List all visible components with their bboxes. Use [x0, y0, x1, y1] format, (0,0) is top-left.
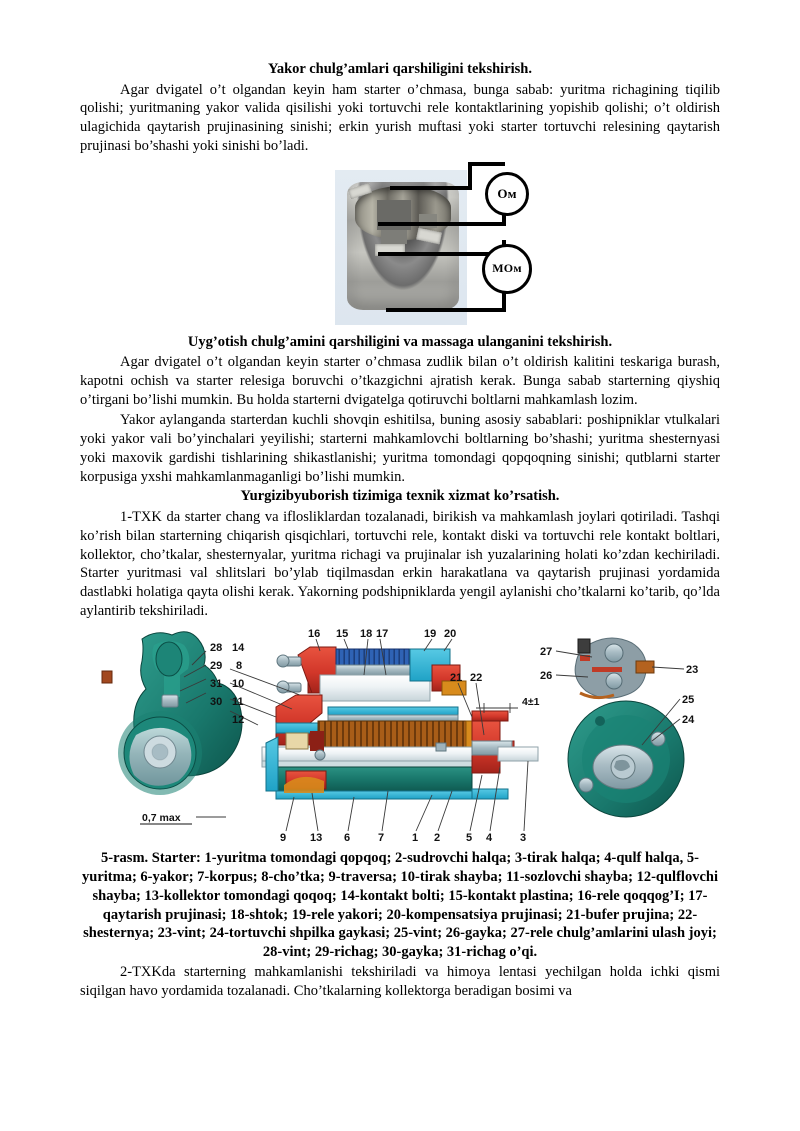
paragraph-txk2: 2-TXKda starterning mahkamlanishi tekshiriladi va himoya lentasi yechilgan holda ichki qismi siqilgan havo yordamida tozalanadi. Cho’tkalarning kollektorga beradigan bosimi va	[80, 964, 720, 999]
callout-31: 31	[210, 677, 223, 690]
paragraph-starter-noise-causes: Yakor aylanganda starterdan kuchli shovqin eshitilsa, buning asosiy sabablari: poshipniklar vtulkalari yoki yakor vali bo’yinchalari yeyilishi; starterni mahkamlovchi boltlarning bo’shashi; yuritma shesternyasi yoki maxovik gardishi tishlarining shikastlanishi; yuritma tomondagi qopqoqning sinishi; qutblarni starter korpusiga yxshi mahkamlanmaganligi bo’lishi mumkin.	[80, 412, 720, 485]
callout-16: 16	[308, 627, 321, 640]
starter-longitudinal-section	[262, 647, 538, 799]
heading-starting-system-service: Yurgizibyuborish tizimiga texnik xizmat ko’rsatish.	[240, 488, 560, 505]
callout-26: 26	[540, 669, 553, 682]
test-circuit-wiring	[330, 162, 580, 327]
callout-30: 30	[210, 695, 223, 708]
callout-14: 14	[232, 641, 245, 654]
callout-11: 11	[232, 695, 244, 708]
callout-12: 12	[232, 713, 245, 726]
heading-field-winding-resistance: Uyg’otish chulg’amini qarshiligini va massaga ulanganini tekshirish.	[187, 333, 613, 350]
paragraph-field-winding-resistance: Agar dvigatel o’t olgandan keyin starter o’chmasa zudlik bilan o’t oldirish kalitini teskariga burash, kapotni ochish va starter relesiga boruvchi o’tkazgichni ajratish kerak. Bunga sabab starterning qiyshiq o’tirgani bo’lishi mumkin. Bu holda starterni dvigatelga qotiruvchi boltlarni mahkamlash lozim.	[80, 354, 720, 409]
callout-6: 6	[344, 831, 351, 844]
heading-armature-winding-resistance: Yakor chulg’amlari qarshiligini tekshirish.	[268, 61, 532, 77]
figure-stator-ohmmeter-test	[330, 162, 580, 327]
megohmmeter-symbol	[482, 244, 532, 294]
figure-starter-cutaway-wrapper	[80, 625, 720, 847]
callout-7: 7	[378, 831, 385, 844]
callout-2: 2	[434, 831, 441, 844]
starter-cutaway-diagram	[80, 625, 720, 847]
callout-25: 25	[682, 693, 695, 706]
paragraph-txk1: 1-TXK da starter chang va iflosliklardan tozalanadi, birikish va mahkamlash joylari qotiriladi. Tashqi ko’rish bilan starterning chiqarish qisqichlari, tortuvchi rele, kontakt diski va tortuvchi rele kontakt boltlari, kollektor, cho’tkalar, shesternyalar, yuritma richagi va prujinalar ish yuzalarining holati ko’zdan kechiriladi. Starter yuritmasi val shlitslari bo’ylab tiqilmasdan erkin harakatlana va qaytarish prujinasi yordamida dastlabki holatiga qayta olishi kerak. Yakorning podshipniklarda yengil aylanishi cho’tkalarni ko’tarib, qo’lda aylantirib tekshiriladi.	[80, 508, 720, 620]
megohmmeter-label: МОм	[492, 261, 522, 276]
callout-19: 19	[424, 627, 437, 640]
callout-23: 23	[686, 663, 699, 676]
callout-20: 20	[444, 627, 457, 640]
callout-18: 18	[360, 627, 373, 640]
callout-5: 5	[466, 831, 473, 844]
callout-22: 22	[470, 671, 483, 684]
document-body	[80, 60, 720, 1001]
callout-21: 21	[450, 671, 463, 684]
callout-4: 4	[486, 831, 493, 844]
callout-15: 15	[336, 627, 349, 640]
drive-end-cover-front-view	[102, 632, 245, 795]
callout-27: 27	[540, 645, 553, 658]
ohmmeter-label: Ом	[497, 185, 517, 201]
dimension-brush-gap: 0,7 max	[142, 811, 181, 824]
callout-28: 28	[210, 641, 223, 654]
figure-stator-test-wrapper	[80, 162, 720, 327]
callout-8: 8	[236, 659, 243, 672]
dimension-pinion-travel: 4±1	[522, 695, 540, 708]
callout-29: 29	[210, 659, 223, 672]
callout-3: 3	[520, 831, 527, 844]
ohmmeter-symbol	[485, 172, 529, 216]
callout-24: 24	[682, 713, 695, 726]
callout-17: 17	[376, 627, 389, 640]
callout-9: 9	[280, 831, 287, 844]
paragraph-armature-winding-resistance: Agar dvigatel o’t olgandan keyin ham starter o’chmasa, bunga sabab: yuritma richagining tiqilib qolishi; yuritmaning yakor valida qisilishi yoki tortuvchi rele kontaktlarining yopishib qolishi; o’t oldirish ulagichida qaytarish prujinasining sinishi; erkin yurish muftasi yoki starter tortuvchi relesining qaytarish prujinasi bo’shashi yoki sinishi bo’ladi.	[80, 81, 720, 155]
figure-caption: 5-rasm. Starter: 1-yuritma tomondagi qopqoq; 2-sudrovchi halqa; 3-tirak halqa; 4-qulf halqa, 5-yuritma; 6-yakor; 7-korpus; 8-cho’tka; 9-traversa; 10-tirak shayba; 11-sozlovchi shayba; 12-qulflovchi shayba; 13-kollektor tomondagi qoqoq; 14-kontakt bolti; 15-kontakt plastina; 16-rele qoqqog’I; 17-qaytarish prujinasi; 18-shtok; 19-rele yakori; 20-kompensatsiya prujinasi; 21-bufer prujina; 22-shesternya; 23-vint; 24-tortuvchi shpilka gaykasi; 25-vint; 26-gayka; 27-rele chulg’amlarini ulash joyi; 28-vint; 29-richag; 30-gayka; 31-richag o’qi.	[82, 849, 718, 961]
callout-1: 1	[412, 831, 419, 844]
callout-13: 13	[310, 831, 323, 844]
commutator-end-view	[568, 638, 684, 817]
callout-10: 10	[232, 677, 245, 690]
